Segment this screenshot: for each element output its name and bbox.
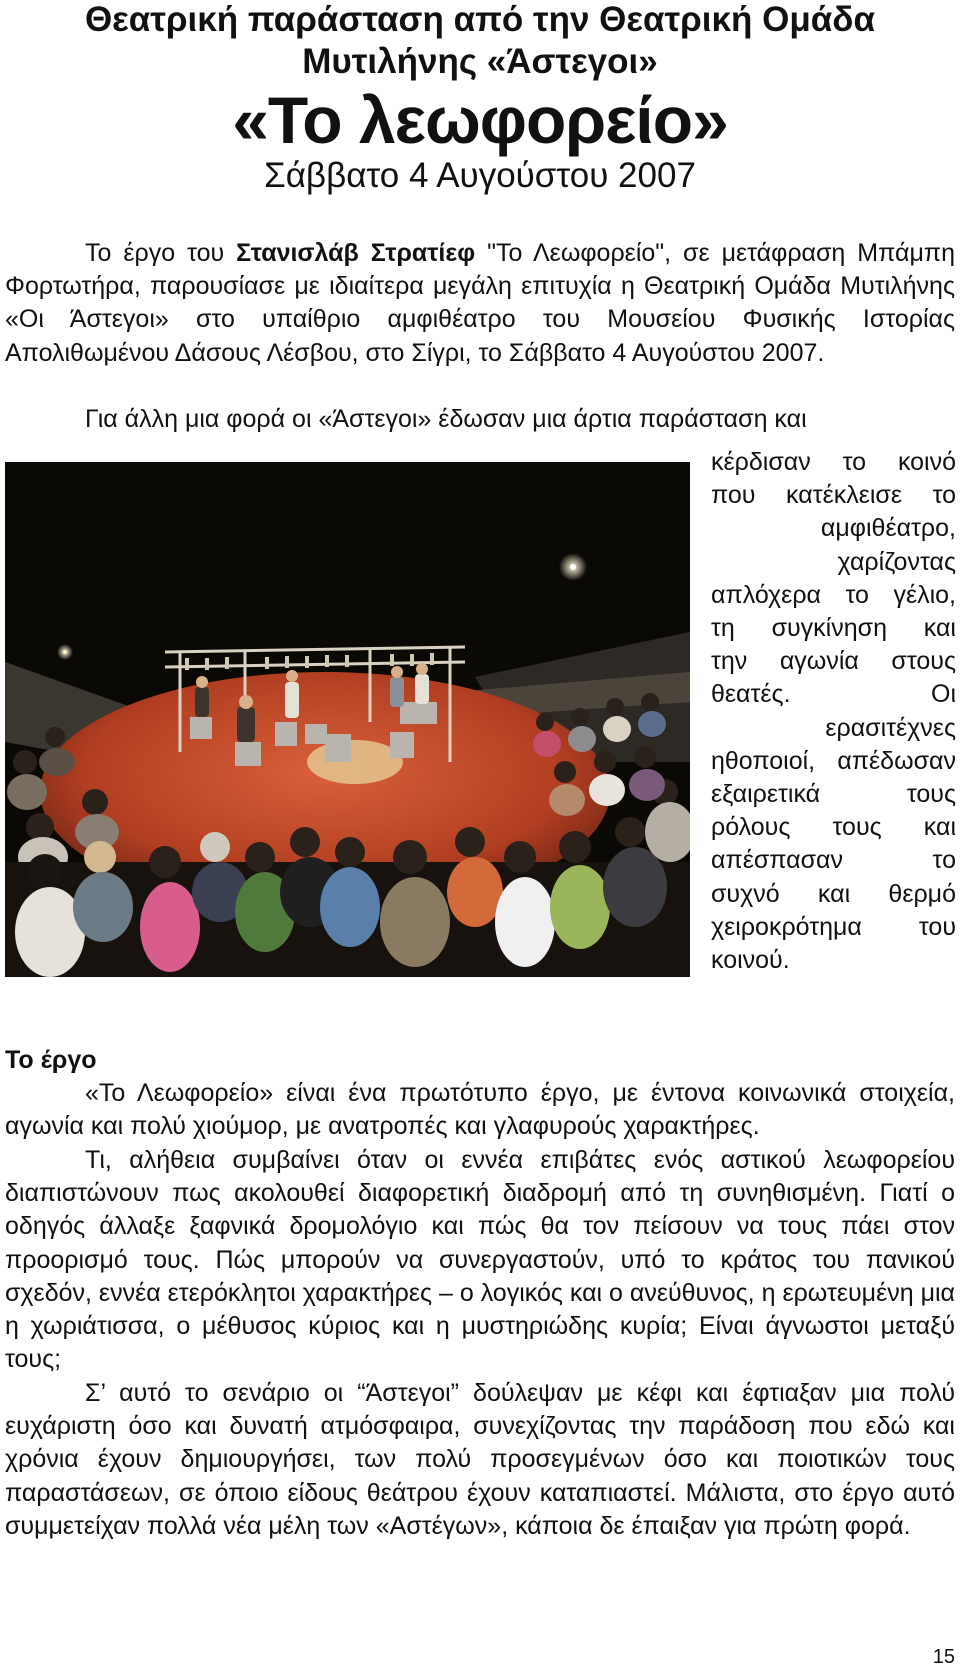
- section-paragraph-1: «Το Λεωφορείο» είναι ένα πρωτότυπο έργο, με έντονα κοινωνικά στοιχεία, αγωνία και πολύ χιούμορ, με ανατροπές και γλαφυρούς χαρακτήρες.: [5, 1079, 955, 1141]
- side-text-line: απλόχερα το γέλιο,: [711, 580, 956, 609]
- side-text-line: συχνό και θερμό: [711, 879, 956, 908]
- organizer-line-1: Θεατρική παράσταση από την Θεατρική Ομάδα: [84, 0, 876, 39]
- author-name: Στανισλάβ Στρατίεφ: [236, 239, 476, 267]
- page-number: 15: [932, 1646, 955, 1668]
- performance-paragraph-start: Για άλλη μια φορά οι «Άστεγοι» έδωσαν μια άρτια παράσταση και: [85, 405, 807, 433]
- side-text-line: ηθοποιοί, απέδωσαν: [711, 746, 956, 775]
- side-text-line: ερασιτέχνες: [825, 713, 956, 742]
- side-text-line: κέρδισαν το κοινό: [711, 448, 956, 476]
- intro-text-post: "Το Λεωφορείο", σε μετάφραση Μπάμπη Φορτωτήρα, παρουσίασε με ιδιαίτερα μεγάλη επιτυχία η Θεατρική Ομάδα Μυτιλήνης «Οι Άστεγοι» στο υπαίθριο αμφιθέατρο του Μουσείου Φυσικής Ιστορίας Απολιθωμένου Δάσους Λέσβου, στο Σίγρι, το Σάββατο 4 Αυγούστου 2007.: [5, 239, 956, 367]
- side-text-line: τη συγκίνηση και: [711, 614, 956, 643]
- side-text-line: χαρίζοντας: [837, 547, 956, 576]
- photo-side-caption: [711, 446, 956, 977]
- side-text-line: αμφιθέατρο,: [820, 514, 956, 543]
- play-title: «Το λεωφορείο»: [232, 83, 728, 157]
- organizer-line-2: Μυτιλήνης «Άστεγοι»: [302, 42, 658, 81]
- side-text-line: απέσπασαν το: [711, 846, 956, 875]
- side-text-line: που κατέκλεισε το: [711, 481, 956, 510]
- section-paragraph-2: Τι, αλήθεια συμβαίνει όταν οι εννέα επιβάτες ενός αστικού λεωφορείου διαπιστώνουν πως ακολουθεί διαφορετική διαδρομή από τη συνηθισμένη. Γιατί ο οδηγός άλλαξε ξαφνικά δρομολόγιο και πώς θα τον πείσουν να τους πάει στον προορισμό τους. Πώς μπορούν να συνεργαστούν, υπό το κράτος του πανικού σχεδόν, εννέα ετερόκλητοι χαρακτήρες – ο λογικός και ο ανεύθυνος, η ερωτευμένη μια η χωριάτισσα, ο μέθυσος κύριος και η μυστηριώδης κυρία; Είναι άγνωστοι μεταξύ τους;: [5, 1146, 955, 1374]
- intro-text-pre: Το έργο του: [85, 239, 237, 267]
- theatre-photo: [5, 462, 690, 977]
- side-text-line: ρόλους τους και: [711, 813, 956, 842]
- section-paragraph-3: Σ’ αυτό το σενάριο οι “Άστεγοι” δούλεψαν με κέφι και έφτιαξαν μια πολύ ευχάριστη όσο και δυνατή ατμόσφαιρα, συνεχίζοντας την παράδοση που εδώ και χρόνια έχουν δημιουργήσει, των πολύ προσεγμένων όσο και ποιοτικών τους παραστάσεων, σε όποιο είδους θεάτρου έχουν καταπιαστεί. Μάλιστα, στο έργο αυτό συμμετείχαν πολλά νέα μέλη των «Αστέγων», κάποια δε έπαιξαν για πρώτη φορά.: [5, 1379, 955, 1540]
- open-air-theatre-image: [5, 462, 690, 977]
- side-text-line: θεατές. Οι: [711, 680, 956, 709]
- side-text-line: εξαιρετικά τους: [711, 780, 956, 809]
- section-title: Το έργο: [5, 1046, 97, 1074]
- intro-paragraph: [5, 237, 955, 370]
- side-text-line: την αγωνία στους: [711, 647, 956, 676]
- performance-date: Σάββατο 4 Αυγούστου 2007: [264, 156, 696, 195]
- side-text-line: κοινού.: [711, 946, 790, 975]
- side-text-line: χειροκρότημα του: [711, 912, 956, 941]
